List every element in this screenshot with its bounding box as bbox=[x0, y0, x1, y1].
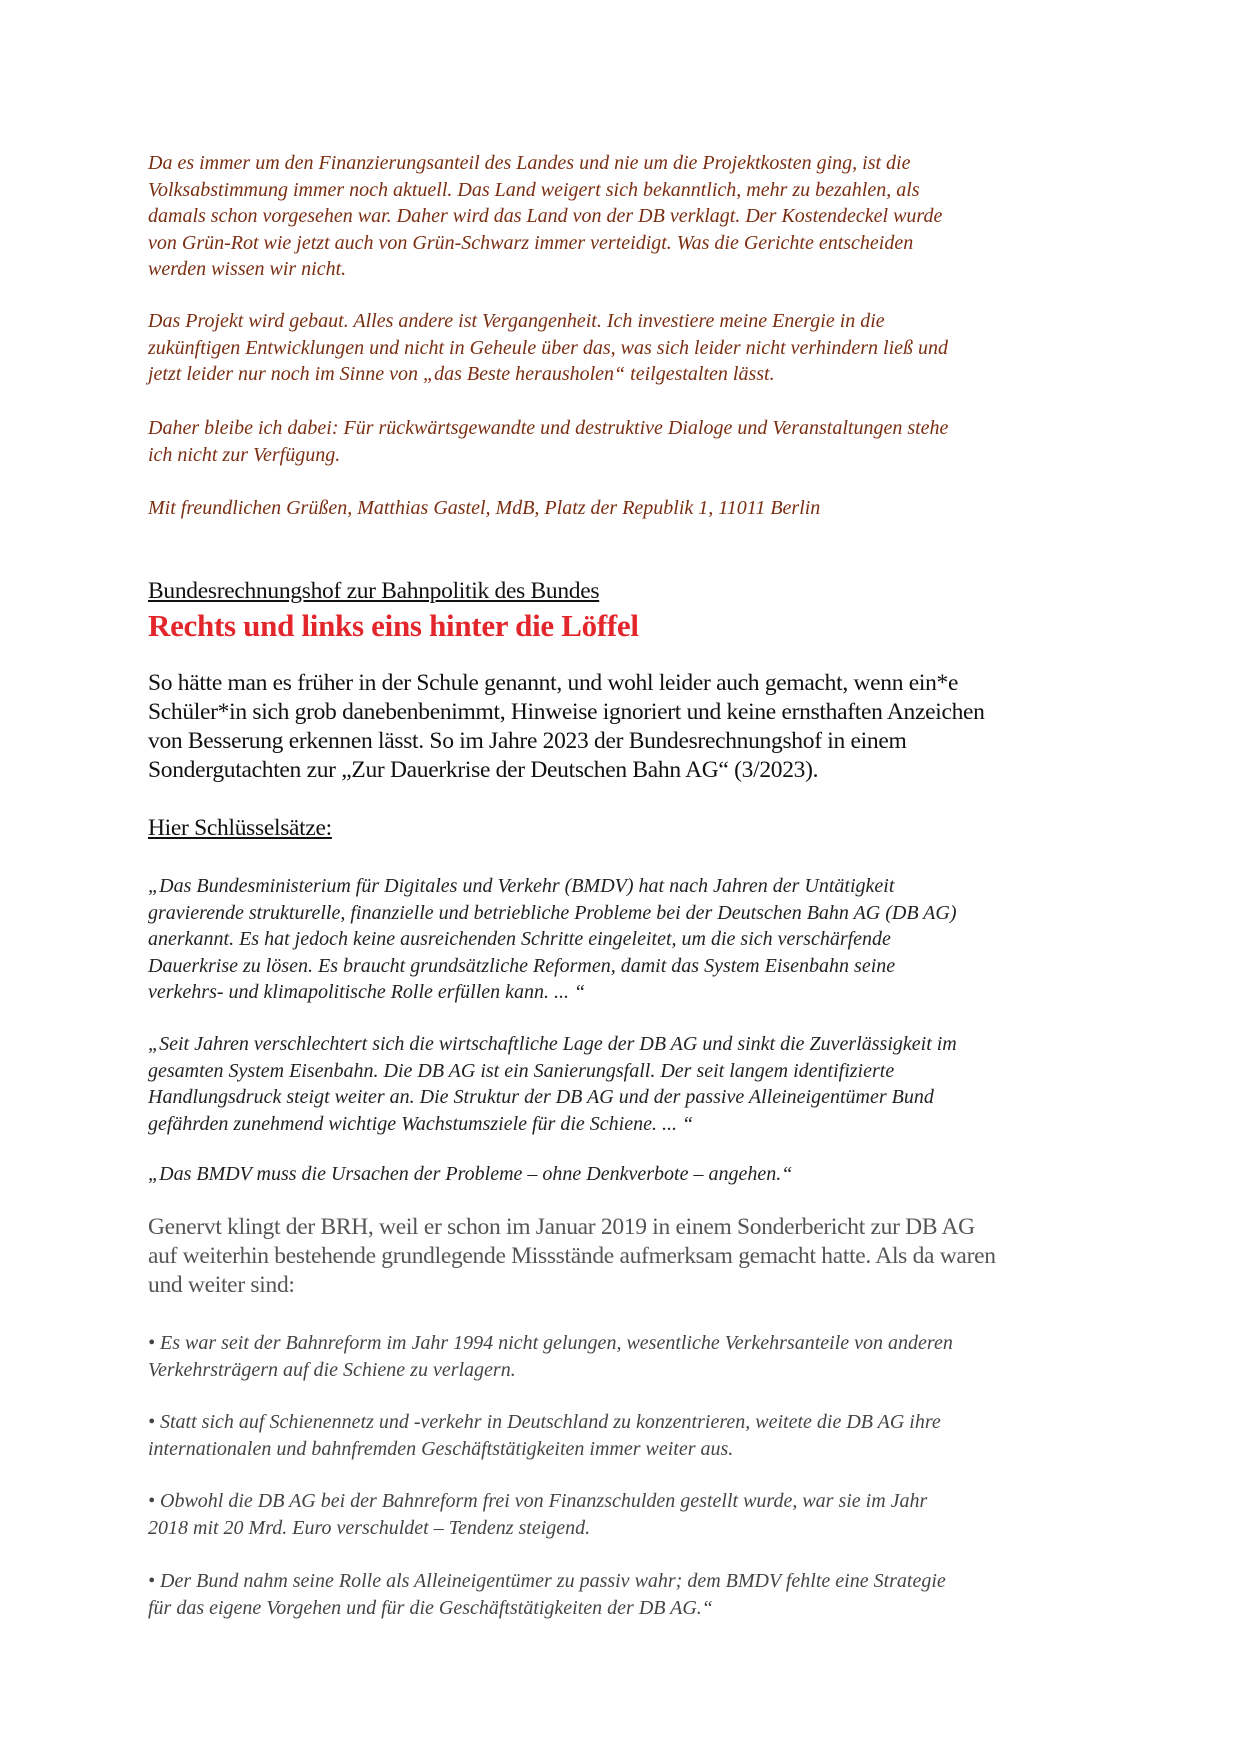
bullet-4 bbox=[148, 1568, 946, 1621]
text-line: von Grün-Rot wie jetzt auch von Grün-Schwarz immer verteidigt. Was die Gerichte entscheiden bbox=[148, 231, 914, 254]
text-line: Mit freundlichen Grüßen, Matthias Gastel, MdB, Platz der Republik 1, 11011 Berlin bbox=[148, 497, 821, 519]
text-line: gesamten System Eisenbahn. Die DB AG ist ein Sanierungsfall. Der seit langem identifizierte bbox=[148, 1059, 895, 1082]
text-line: gravierende strukturelle, finanzielle und betriebliche Probleme bei der Deutschen Bahn AG (DB AG) bbox=[148, 901, 957, 924]
text-line: für das eigene Vorgehen und für die Geschäftstätigkeiten der DB AG.“ bbox=[148, 1596, 713, 1619]
text-line: jetzt leider nur noch im Sinne von „das Beste herausholen“ teilgestalten lässt. bbox=[148, 363, 775, 385]
text-line: „Das Bundesministerium für Digitales und Verkehr (BMDV) hat nach Jahren der Untätigkeit bbox=[148, 875, 895, 897]
text-line: So hätte man es früher in der Schule genannt, und wohl leider auch gemacht, wenn ein*e bbox=[148, 670, 959, 696]
text-line: Das Projekt wird gebaut. Alles andere ist Vergangenheit. Ich investiere meine Energie in die bbox=[148, 310, 885, 332]
text-line: und weiter sind: bbox=[148, 1272, 295, 1298]
letter-paragraph-2 bbox=[148, 308, 948, 388]
text-line: Verkehrsträgern auf die Schiene zu verlagern. bbox=[148, 1358, 516, 1381]
text-line: „Das BMDV muss die Ursachen der Probleme – ohne Denkverbote – angehen.“ bbox=[148, 1163, 793, 1185]
text-line: 2018 mit 20 Mrd. Euro verschuldet – Tendenz steigend. bbox=[148, 1516, 591, 1539]
bullet-1 bbox=[148, 1330, 953, 1383]
text-line: Daher bleibe ich dabei: Für rückwärtsgewandte und destruktive Dialoge und Veranstaltungen stehe bbox=[148, 417, 949, 439]
text-line: verkehrs- und klimapolitische Rolle erfüllen kann. ... “ bbox=[148, 981, 586, 1003]
text-line: Volksabstimmung immer noch aktuell. Das Land weigert sich bekanntlich, mehr zu bezahlen, als bbox=[148, 178, 920, 201]
text-line: • Der Bund nahm seine Rolle als Alleineigentümer zu passiv wahr; dem BMDV fehlte eine Strategie bbox=[148, 1570, 946, 1592]
text-line: zukünftigen Entwicklungen und nicht in Geheule über das, was sich leider nicht verhindern ließ und bbox=[148, 336, 949, 359]
text-line: • Statt sich auf Schienennetz und -verkehr in Deutschland zu konzentrieren, weitete die DB AG ihre bbox=[148, 1411, 941, 1433]
text-line: Handlungsdruck steigt weiter an. Die Struktur der DB AG und der passive Alleineigentümer Bund bbox=[148, 1086, 934, 1108]
article-subheading: Bundesrechnungshof zur Bahnpolitik des Bundes bbox=[148, 578, 600, 604]
text-line: werden wissen wir nicht. bbox=[148, 258, 347, 280]
article-intro bbox=[148, 669, 985, 785]
text-line: Dauerkrise zu lösen. Es braucht grundsätzliche Reformen, damit das System Eisenbahn seine bbox=[148, 954, 896, 977]
text-line: Da es immer um den Finanzierungsanteil des Landes und nie um die Projektkosten ging, ist die bbox=[148, 152, 911, 174]
text-line: Sondergutachten zur „Zur Dauerkrise der Deutschen Bahn AG“ (3/2023). bbox=[148, 757, 819, 783]
text-line: „Seit Jahren verschlechtert sich die wirtschaftliche Lage der DB AG und sinkt die Zuverlässigkeit im bbox=[148, 1033, 957, 1055]
article-headline: Rechts und links eins hinter die Löffel bbox=[148, 608, 639, 643]
text-line: von Besserung erkennen lässt. So im Jahre 2023 der Bundesrechnungshof in einem bbox=[148, 728, 907, 754]
followup-paragraph bbox=[148, 1213, 996, 1300]
text-line: internationalen und bahnfremden Geschäftstätigkeiten immer weiter aus. bbox=[148, 1437, 734, 1460]
text-line: • Es war seit der Bahnreform im Jahr 1994 nicht gelungen, wesentliche Verkehrsanteile von anderen bbox=[148, 1332, 953, 1354]
quote-1 bbox=[148, 873, 957, 1006]
letter-paragraph-3 bbox=[148, 415, 948, 468]
letter-signature bbox=[148, 495, 820, 522]
text-line: gefährden zunehmend wichtige Wachstumsziele für die Schiene. ... “ bbox=[148, 1112, 694, 1135]
letter-paragraph-1 bbox=[148, 150, 942, 283]
text-line: • Obwohl die DB AG bei der Bahnreform frei von Finanzschulden gestellt wurde, war sie im Jahr bbox=[148, 1490, 928, 1512]
text-line: damals schon vorgesehen war. Daher wird das Land von der DB verklagt. Der Kostendeckel wurde bbox=[148, 205, 943, 227]
key-sentences-label: Hier Schlüsselsätze: bbox=[148, 815, 332, 841]
bullet-3 bbox=[148, 1488, 927, 1541]
text-line: auf weiterhin bestehende grundlegende Missstände aufmerksam gemacht hatte. Als da waren bbox=[148, 1243, 996, 1269]
text-line: anerkannt. Es hat jedoch keine ausreichenden Schritte eingeleitet, um die sich verschärfende bbox=[148, 928, 891, 950]
text-line: Schüler*in sich grob danebenbenimmt, Hinweise ignoriert und keine ernsthaften Anzeichen bbox=[148, 699, 985, 725]
bullet-2 bbox=[148, 1409, 941, 1462]
quote-3 bbox=[148, 1161, 792, 1188]
quote-2 bbox=[148, 1031, 957, 1137]
text-line: ich nicht zur Verfügung. bbox=[148, 443, 341, 466]
text-line: Genervt klingt der BRH, weil er schon im Januar 2019 in einem Sonderbericht zur DB AG bbox=[148, 1214, 975, 1240]
